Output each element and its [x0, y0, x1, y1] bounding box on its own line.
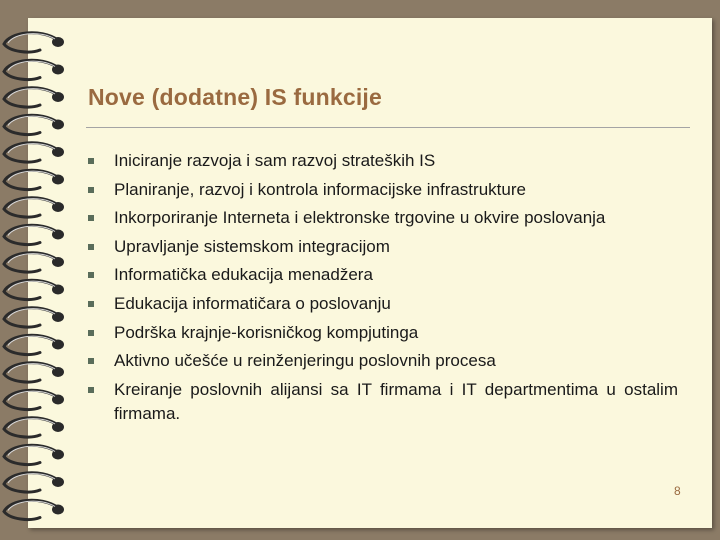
binding-ring-icon [4, 60, 64, 79]
bullet-item: Podrška krajnje-korisničkog kompjutinga [88, 321, 678, 345]
bullet-list [88, 149, 678, 430]
spiral-binding [0, 0, 80, 540]
title-divider [86, 127, 690, 128]
binding-ring-icon [4, 225, 64, 244]
binding-ring-icon [4, 115, 64, 134]
bullet-item: Kreiranje poslovnih alijansi sa IT firmama i IT departmentima u ostalim firmama. [88, 378, 678, 426]
binding-ring-icon [4, 88, 64, 107]
square-bullet-icon [88, 187, 94, 193]
binding-ring-icon [4, 253, 64, 272]
bullet-item: Informatička edukacija menadžera [88, 263, 678, 287]
slide-title: Nove (dodatne) IS funkcije [88, 84, 383, 110]
binding-ring-icon [4, 33, 64, 52]
binding-ring-icon [4, 418, 64, 437]
square-bullet-icon [88, 330, 94, 336]
binding-ring-icon [4, 170, 64, 189]
square-bullet-icon [88, 387, 94, 393]
binding-ring-icon [4, 198, 64, 217]
square-bullet-icon [88, 215, 94, 221]
bullet-item: Planiranje, razvoj i kontrola informacijske infrastrukture [88, 178, 678, 202]
binding-ring-icon [4, 500, 64, 519]
binding-ring-icon [4, 445, 64, 464]
binding-ring-icon [4, 335, 64, 354]
page-number: 8 [674, 484, 681, 498]
binding-ring-icon [4, 363, 64, 382]
square-bullet-icon [88, 358, 94, 364]
bullet-item: Edukacija informatičara o poslovanju [88, 292, 678, 316]
square-bullet-icon [88, 244, 94, 250]
square-bullet-icon [88, 272, 94, 278]
binding-ring-icon [4, 143, 64, 162]
bullet-item: Inkorporiranje Interneta i elektronske trgovine u okvire poslovanja [88, 206, 678, 230]
bullet-item: Upravljanje sistemskom integracijom [88, 235, 678, 259]
binding-ring-icon [4, 308, 64, 327]
bullet-item: Iniciranje razvoja i sam razvoj strateških IS [88, 149, 678, 173]
binding-ring-icon [4, 473, 64, 492]
square-bullet-icon [88, 301, 94, 307]
slide-page [28, 18, 712, 528]
binding-ring-icon [4, 390, 64, 409]
bullet-item: Aktivno učešće u reinženjeringu poslovnih procesa [88, 349, 678, 373]
binding-ring-icon [4, 280, 64, 299]
square-bullet-icon [88, 158, 94, 164]
